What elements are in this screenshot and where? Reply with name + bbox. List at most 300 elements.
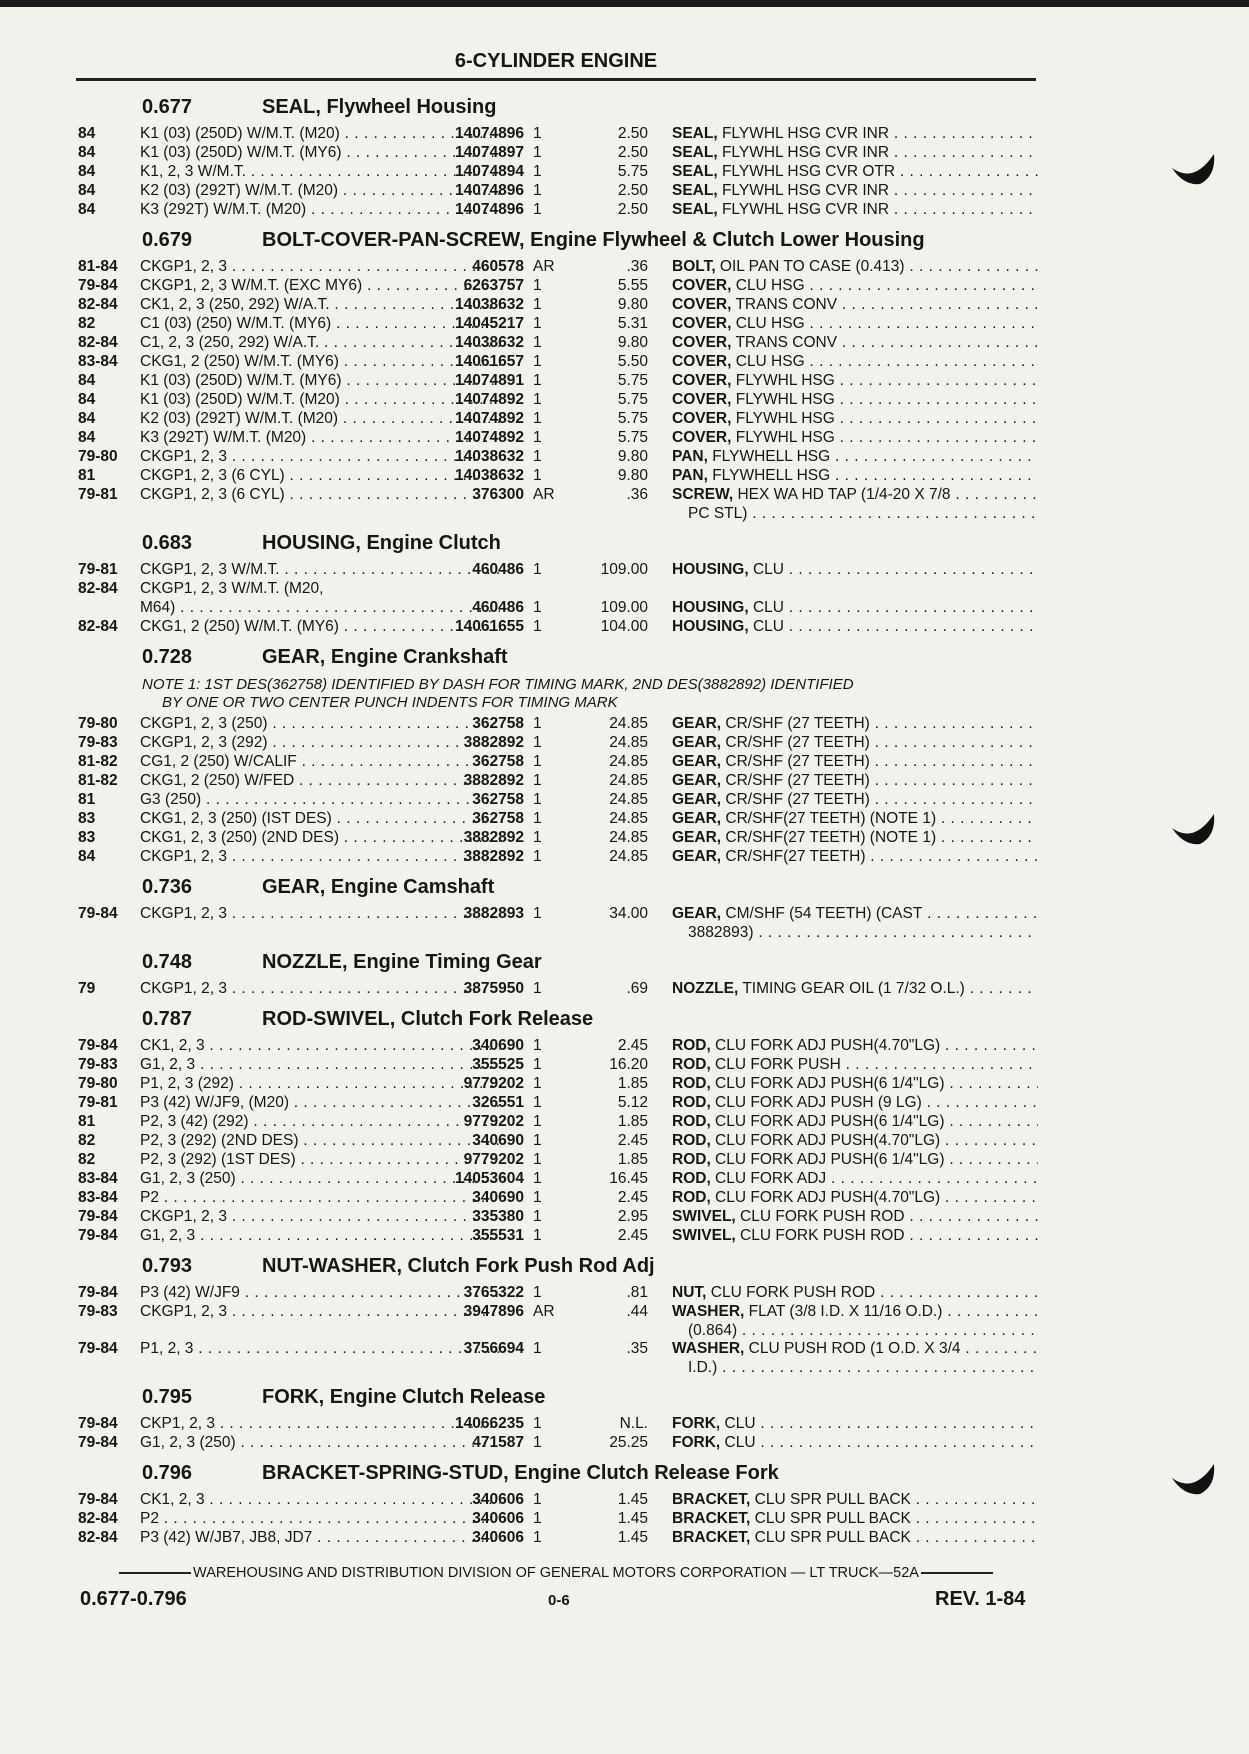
application-desc: P1, 2, 3 . . . — [140, 1339, 500, 1358]
price: 5.55 — [617, 277, 648, 294]
part-name — [672, 1528, 1038, 1547]
part-row — [78, 714, 1038, 733]
model-years: 82-84 — [78, 580, 118, 597]
section-number: 0.736 — [142, 876, 193, 898]
part-row — [78, 809, 1038, 828]
part-number: 14038632 — [455, 296, 524, 313]
application-desc: CK1, 2, 3 . . . — [140, 1036, 500, 1055]
part-name-keyword: SEAL, — [672, 125, 718, 142]
application-desc: P2, 3 (42) (292) . . . — [140, 1112, 500, 1131]
application-desc: G1, 2, 3 (250) . . . — [140, 1169, 500, 1188]
part-name-detail: FLYWHL HSG CVR INR — [717, 201, 890, 218]
part-name-detail: FLYWHELL HSG — [707, 467, 831, 484]
price: .35 — [626, 1340, 648, 1357]
part-name-detail: CLU SPR PULL BACK — [750, 1529, 911, 1546]
price: 2.95 — [617, 1208, 648, 1225]
section-header — [78, 1006, 1038, 1036]
part-name — [672, 1188, 1038, 1207]
part-name-detail: CLU — [748, 618, 784, 635]
part-name — [672, 1433, 1038, 1452]
part-number: 9779202 — [463, 1075, 524, 1092]
price: 5.75 — [617, 391, 648, 408]
price: 24.85 — [609, 715, 648, 732]
part-name — [672, 1150, 1038, 1169]
model-years: 79-83 — [78, 1056, 118, 1073]
parts-catalog — [78, 94, 1038, 1547]
part-number: 340690 — [472, 1037, 524, 1054]
model-years: 79-84 — [78, 1340, 118, 1357]
quantity: 1 — [533, 810, 542, 827]
part-row — [78, 771, 1038, 790]
model-years: 79-80 — [78, 715, 118, 732]
part-number: 6263757 — [463, 277, 524, 294]
model-years: 83-84 — [78, 1189, 118, 1206]
price: 109.00 — [600, 599, 648, 616]
part-name-keyword: FORK, — [672, 1415, 721, 1432]
application-desc: K1 (03) (250D) W/M.T. (M20) . . . — [140, 124, 500, 143]
part-name — [672, 979, 1038, 998]
application-desc: P3 (42) W/JB7, JB8, JD7 . . . — [140, 1528, 500, 1547]
part-name-keyword: ROD, — [672, 1056, 711, 1073]
application-desc: CKGP1, 2, 3 . . . — [140, 847, 500, 866]
section-header — [78, 530, 1038, 560]
quantity: 1 — [533, 391, 542, 408]
application-desc: CKG1, 2, 3 (250) (IST DES) . . . — [140, 809, 500, 828]
quantity: 1 — [533, 315, 542, 332]
application-desc: K2 (03) (292T) W/M.T. (M20) . . . — [140, 409, 500, 428]
part-name-detail: CLU PUSH ROD (1 O.D. X 3/4 — [744, 1340, 961, 1357]
application-desc: K1 (03) (250D) W/M.T. (MY6) . . . — [140, 371, 500, 390]
price: 2.50 — [617, 182, 648, 199]
part-name — [672, 485, 1038, 504]
part-name-detail: FLYWHL HSG CVR OTR — [717, 163, 896, 180]
model-years: 82 — [78, 1132, 96, 1149]
quantity: 1 — [533, 334, 542, 351]
section-title: NOZZLE, Engine Timing Gear — [262, 951, 542, 973]
application-desc: C1, 2, 3 (250, 292) W/A.T. . . . — [140, 333, 500, 352]
quantity: 1 — [533, 448, 542, 465]
price: 1.85 — [617, 1113, 648, 1130]
part-name-detail: TRANS CONV — [731, 334, 838, 351]
model-years: 79-81 — [78, 561, 118, 578]
part-name-detail: CLU HSG — [731, 315, 805, 332]
part-name-keyword: BRACKET, — [672, 1529, 751, 1546]
quantity: 1 — [533, 1340, 542, 1357]
part-row-continuation — [78, 1321, 1038, 1339]
section-gap — [78, 1376, 1038, 1384]
model-years: 84 — [78, 429, 96, 446]
part-name-keyword: HOUSING, — [672, 561, 749, 578]
quantity: 1 — [533, 1132, 542, 1149]
part-name-keyword: ROD, — [672, 1189, 711, 1206]
part-row — [78, 904, 1038, 923]
application-desc: P3 (42) W/JF9, (M20) . . . — [140, 1093, 500, 1112]
part-row — [78, 617, 1038, 636]
quantity: 1 — [533, 1415, 542, 1432]
part-name-detail: FLYWHL HSG — [731, 372, 835, 389]
price: 1.45 — [617, 1510, 648, 1527]
quantity: 1 — [533, 410, 542, 427]
application-desc: CKGP1, 2, 3 W/M.T. (M20, — [140, 580, 324, 597]
model-years: 79-84 — [78, 1491, 118, 1508]
model-years: 81 — [78, 791, 96, 808]
page-header: 6-CYLINDER ENGINE — [454, 50, 658, 72]
part-name-detail: CLU FORK PUSH ROD — [706, 1284, 876, 1301]
catalog-section — [78, 949, 1038, 1006]
section-gap — [78, 636, 1038, 644]
quantity: 1 — [533, 980, 542, 997]
quantity: AR — [533, 486, 555, 503]
part-name-continuation: PC STL) . . . — [688, 504, 1038, 523]
part-row — [78, 560, 1038, 579]
price: 5.75 — [617, 163, 648, 180]
part-name — [672, 1055, 1038, 1074]
part-name-detail: CLU FORK ADJ PUSH(4.70"LG) — [710, 1132, 941, 1149]
price: 24.85 — [609, 791, 648, 808]
part-name-keyword: WASHER, — [672, 1340, 745, 1357]
part-row — [78, 162, 1038, 181]
application-desc: G1, 2, 3 . . . — [140, 1055, 500, 1074]
application-desc: CKP1, 2, 3 . . . — [140, 1414, 500, 1433]
quantity: 1 — [533, 829, 542, 846]
catalog-section — [78, 1006, 1038, 1253]
quantity: 1 — [533, 848, 542, 865]
part-number: 14074896 — [455, 125, 524, 142]
part-number: 14045217 — [455, 315, 524, 332]
part-name-keyword: GEAR, — [672, 715, 722, 732]
part-number: 460486 — [472, 599, 524, 616]
part-number: 362758 — [472, 715, 524, 732]
part-name — [672, 1074, 1038, 1093]
model-years: 79-80 — [78, 448, 118, 465]
footer-publisher-text: WAREHOUSING AND DISTRIBUTION DIVISION OF GENERAL MOTORS CORPORATION — LT TRUCK—52A — [193, 1565, 919, 1581]
application-desc: K1 (03) (250D) W/M.T. (MY6) . . . — [140, 143, 500, 162]
quantity: 1 — [533, 182, 542, 199]
price: 2.50 — [617, 144, 648, 161]
section-number: 0.793 — [142, 1255, 193, 1277]
part-name-detail: CLU SPR PULL BACK — [750, 1491, 911, 1508]
part-name — [672, 447, 1038, 466]
section-number: 0.683 — [142, 532, 193, 554]
section-header — [78, 94, 1038, 124]
part-name — [672, 1490, 1038, 1509]
part-name — [672, 1302, 1038, 1321]
part-number: 3882892 — [463, 848, 524, 865]
part-row — [78, 200, 1038, 219]
page-top-border — [0, 0, 1249, 7]
part-row — [78, 1055, 1038, 1074]
part-row — [78, 828, 1038, 847]
application-desc: P3 (42) W/JF9 . . . — [140, 1283, 500, 1302]
application-desc: M64) . . . — [140, 598, 500, 617]
part-name-detail: TIMING GEAR OIL (1 7/32 O.L.) — [738, 980, 965, 997]
part-name-keyword: COVER, — [672, 391, 732, 408]
part-name-keyword: ROD, — [672, 1170, 711, 1187]
part-name — [672, 257, 1038, 276]
part-name — [672, 143, 1038, 162]
part-row — [78, 1414, 1038, 1433]
part-row — [78, 333, 1038, 352]
part-name-detail: CR/SHF(27 TEETH) (NOTE 1) — [721, 829, 937, 846]
application-desc: K2 (03) (292T) W/M.T. (M20) . . . — [140, 181, 500, 200]
quantity: 1 — [533, 1529, 542, 1546]
part-name — [672, 352, 1038, 371]
part-number: 9779202 — [463, 1151, 524, 1168]
part-number: 340690 — [472, 1189, 524, 1206]
section-title: GEAR, Engine Camshaft — [262, 876, 495, 898]
part-row — [78, 257, 1038, 276]
quantity: 1 — [533, 125, 542, 142]
part-name-detail: FLAT (3/8 I.D. X 11/16 O.D.) — [744, 1303, 943, 1320]
part-name-keyword: ROD, — [672, 1075, 711, 1092]
part-number: 355525 — [472, 1056, 524, 1073]
part-name — [672, 1283, 1038, 1302]
application-desc: G3 (250) . . . — [140, 790, 500, 809]
application-desc: CKGP1, 2, 3 . . . — [140, 904, 500, 923]
section-header — [78, 227, 1038, 257]
model-years: 79-84 — [78, 1415, 118, 1432]
part-name — [672, 181, 1038, 200]
part-name-keyword: NOZZLE, — [672, 980, 739, 997]
part-name-detail: CLU SPR PULL BACK — [750, 1510, 911, 1527]
part-name-keyword: PAN, — [672, 467, 708, 484]
model-years: 81-84 — [78, 258, 118, 275]
model-years: 82-84 — [78, 1529, 118, 1546]
part-row — [78, 276, 1038, 295]
part-row — [78, 409, 1038, 428]
part-name — [672, 1207, 1038, 1226]
part-name — [672, 371, 1038, 390]
price: 2.45 — [617, 1227, 648, 1244]
quantity: 1 — [533, 1113, 542, 1130]
part-name — [672, 752, 1038, 771]
price: 2.45 — [617, 1189, 648, 1206]
quantity: 1 — [533, 734, 542, 751]
part-name-detail: CLU — [720, 1415, 756, 1432]
price: 5.75 — [617, 429, 648, 446]
footer-range: 0.677-0.796 — [80, 1588, 187, 1610]
part-name-detail: FLYWHL HSG — [731, 410, 835, 427]
part-number: 460486 — [472, 561, 524, 578]
part-number: 14074892 — [455, 391, 524, 408]
part-number: 3882892 — [463, 734, 524, 751]
part-number: 14061655 — [455, 618, 524, 635]
part-number: 14074892 — [455, 429, 524, 446]
part-name-detail: FLYWHELL HSG — [707, 448, 831, 465]
part-name-keyword: SEAL, — [672, 144, 718, 161]
part-name — [672, 1169, 1038, 1188]
application-desc: CKGP1, 2, 3 . . . — [140, 979, 500, 998]
part-number: 14066235 — [455, 1415, 524, 1432]
price: .44 — [626, 1303, 648, 1320]
application-desc: K3 (292T) W/M.T. (M20) . . . — [140, 200, 500, 219]
part-row — [78, 1433, 1038, 1452]
part-name-detail: CLU FORK ADJ PUSH(4.70"LG) — [710, 1037, 941, 1054]
part-name — [672, 1226, 1038, 1245]
section-header — [78, 1253, 1038, 1283]
model-years: 79-84 — [78, 1284, 118, 1301]
part-name-keyword: ROD, — [672, 1113, 711, 1130]
part-name-detail: CR/SHF(27 TEETH) (NOTE 1) — [721, 810, 937, 827]
application-desc: CKGP1, 2, 3 W/M.T. (EXC MY6) . . . — [140, 276, 500, 295]
section-header — [78, 949, 1038, 979]
part-name — [672, 428, 1038, 447]
part-row — [78, 752, 1038, 771]
part-name-keyword: GEAR, — [672, 734, 722, 751]
part-name-keyword: COVER, — [672, 410, 732, 427]
price: 5.12 — [617, 1094, 648, 1111]
part-name-keyword: SCREW, — [672, 486, 734, 503]
part-name-keyword: COVER, — [672, 372, 732, 389]
price: 104.00 — [600, 618, 648, 635]
catalog-section — [78, 227, 1038, 530]
quantity: 1 — [533, 1434, 542, 1451]
part-name-detail: CR/SHF (27 TEETH) — [721, 715, 870, 732]
part-number: 362758 — [472, 791, 524, 808]
price: 24.85 — [609, 753, 648, 770]
quantity: 1 — [533, 1208, 542, 1225]
model-years: 83 — [78, 829, 96, 846]
section-title: SEAL, Flywheel Housing — [262, 96, 497, 118]
part-name-keyword: GEAR, — [672, 753, 722, 770]
part-name — [672, 1112, 1038, 1131]
catalog-section — [78, 530, 1038, 644]
quantity: 1 — [533, 467, 542, 484]
price: 24.85 — [609, 848, 648, 865]
model-years: 81-82 — [78, 772, 118, 789]
part-number: 14074896 — [455, 182, 524, 199]
part-name — [672, 1339, 1038, 1358]
section-number: 0.748 — [142, 951, 193, 973]
part-number: 3875950 — [463, 980, 524, 997]
part-number: 3882893 — [463, 905, 524, 922]
quantity: 1 — [533, 618, 542, 635]
section-gap — [78, 866, 1038, 874]
model-years: 84 — [78, 410, 96, 427]
price: .36 — [626, 258, 648, 275]
part-name — [672, 295, 1038, 314]
part-name-keyword: HOUSING, — [672, 599, 749, 616]
price: 34.00 — [609, 905, 648, 922]
part-number: 340606 — [472, 1529, 524, 1546]
price: 2.45 — [617, 1132, 648, 1149]
part-name-detail: CR/SHF(27 TEETH) — [721, 848, 866, 865]
part-row — [78, 579, 1038, 598]
part-row — [78, 1283, 1038, 1302]
price: 5.31 — [617, 315, 648, 332]
section-header — [78, 1384, 1038, 1414]
catalog-section — [78, 94, 1038, 227]
catalog-section — [78, 1384, 1038, 1460]
model-years: 79-83 — [78, 734, 118, 751]
price: 16.45 — [609, 1170, 648, 1187]
model-years: 79-84 — [78, 905, 118, 922]
price: 9.80 — [617, 467, 648, 484]
part-name-keyword: GEAR, — [672, 791, 722, 808]
part-name-detail: CLU FORK ADJ PUSH(6 1/4"LG) — [710, 1075, 945, 1092]
quantity: 1 — [533, 1510, 542, 1527]
part-number: 14074892 — [455, 410, 524, 427]
quantity: 1 — [533, 372, 542, 389]
application-desc: G1, 2, 3 . . . — [140, 1226, 500, 1245]
part-name — [672, 714, 1038, 733]
part-name-detail: CLU FORK PUSH — [710, 1056, 841, 1073]
part-name-continuation: I.D.) . . . — [688, 1358, 1038, 1377]
part-row — [78, 1131, 1038, 1150]
application-desc: CKGP1, 2, 3 . . . — [140, 257, 500, 276]
part-row-continuation — [78, 504, 1038, 522]
footer-revision: REV. 1-84 — [935, 1588, 1026, 1610]
note-line: BY ONE OR TWO CENTER PUNCH INDENTS FOR TIMING MARK — [162, 694, 618, 711]
application-desc: K3 (292T) W/M.T. (M20) . . . — [140, 428, 500, 447]
footer-publisher — [76, 1565, 1036, 1581]
part-name-keyword: COVER, — [672, 296, 732, 313]
part-row — [78, 1093, 1038, 1112]
part-name-keyword: COVER, — [672, 429, 732, 446]
model-years: 79-80 — [78, 1075, 118, 1092]
part-number: 471587 — [472, 1434, 524, 1451]
catalog-section — [78, 874, 1038, 949]
quantity: 1 — [533, 905, 542, 922]
part-row — [78, 1339, 1038, 1358]
part-number: 3765322 — [463, 1284, 524, 1301]
application-desc: CKGP1, 2, 3 . . . — [140, 1207, 500, 1226]
price: 24.85 — [609, 772, 648, 789]
model-years: 79-84 — [78, 1227, 118, 1244]
quantity: 1 — [533, 1151, 542, 1168]
application-desc: CKGP1, 2, 3 . . . — [140, 447, 500, 466]
part-name-detail: CLU FORK PUSH ROD — [735, 1208, 905, 1225]
part-name — [672, 162, 1038, 181]
part-number: 14074894 — [455, 163, 524, 180]
section-title: BRACKET-SPRING-STUD, Engine Clutch Release Fork — [262, 1462, 779, 1484]
part-name — [672, 828, 1038, 847]
quantity: 1 — [533, 144, 542, 161]
quantity: AR — [533, 258, 555, 275]
part-name-keyword: BRACKET, — [672, 1510, 751, 1527]
part-name-keyword: SEAL, — [672, 201, 718, 218]
part-name-detail: CM/SHF (54 TEETH) (CAST — [721, 905, 923, 922]
model-years: 84 — [78, 144, 96, 161]
section-header — [78, 644, 1038, 674]
quantity: 1 — [533, 715, 542, 732]
application-desc: CKGP1, 2, 3 (250) . . . — [140, 714, 500, 733]
part-name — [672, 904, 1038, 923]
application-desc: CKGP1, 2, 3 . . . — [140, 1302, 500, 1321]
section-title: HOUSING, Engine Clutch — [262, 532, 501, 554]
section-number: 0.795 — [142, 1386, 193, 1408]
section-note — [78, 676, 1038, 712]
quantity: 1 — [533, 201, 542, 218]
application-desc: CG1, 2 (250) W/CALIF . . . — [140, 752, 500, 771]
quantity: 1 — [533, 1037, 542, 1054]
price: 1.45 — [617, 1529, 648, 1546]
model-years: 82-84 — [78, 618, 118, 635]
part-name-detail: CR/SHF (27 TEETH) — [721, 791, 870, 808]
model-years: 84 — [78, 182, 96, 199]
model-years: 79-84 — [78, 1434, 118, 1451]
part-name-keyword: NUT, — [672, 1284, 707, 1301]
application-desc: K1 (03) (250D) W/M.T. (M20) . . . — [140, 390, 500, 409]
part-row — [78, 352, 1038, 371]
part-name-detail: FLYWHL HSG — [731, 429, 835, 446]
price: N.L. — [619, 1415, 648, 1432]
price: 24.85 — [609, 734, 648, 751]
part-name-keyword: FORK, — [672, 1434, 721, 1451]
part-name-keyword: GEAR, — [672, 810, 722, 827]
application-desc: CKG1, 2, 3 (250) (2ND DES) . . . — [140, 828, 500, 847]
price: 16.20 — [609, 1056, 648, 1073]
